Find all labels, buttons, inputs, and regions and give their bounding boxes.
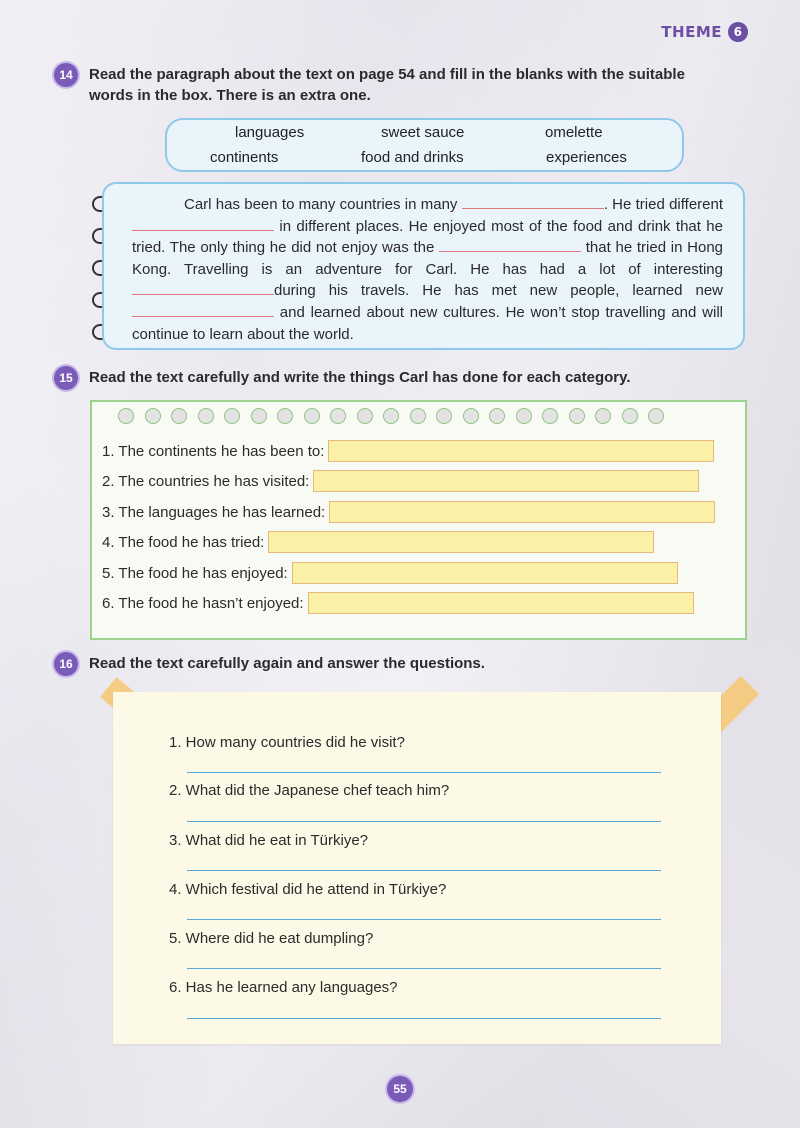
hole-icon — [330, 408, 346, 424]
hole-icon — [224, 408, 240, 424]
category-row — [102, 440, 714, 462]
question-14-instruction — [89, 64, 749, 106]
hole-icon — [277, 408, 293, 424]
hole-icon — [145, 408, 161, 424]
word-box-item: continents — [210, 149, 279, 166]
word-box-item: languages — [235, 124, 305, 141]
question-14-instruction-line2: words in the box. There is an extra one. — [89, 87, 371, 104]
hole-icon — [595, 408, 611, 424]
paragraph-text: that he tried in Hong Kong. Travelling is an adventure for Carl. He has had a lot of interesting — [132, 239, 724, 278]
category-answer-box[interactable] — [292, 562, 678, 584]
hole-icon — [251, 408, 267, 424]
hole-icon — [410, 408, 426, 424]
question-15-badge: 15 — [54, 366, 78, 390]
category-label: 4. The food he has tried: — [102, 533, 265, 551]
hole-icon — [622, 408, 638, 424]
category-row — [102, 501, 715, 523]
answer-line[interactable] — [187, 1018, 661, 1019]
paragraph-box — [102, 182, 745, 350]
word-box-item: omelette — [545, 124, 603, 141]
answer-line[interactable] — [187, 821, 661, 822]
theme-number-badge: 6 — [728, 22, 748, 42]
hole-icon — [118, 408, 134, 424]
hole-icon — [304, 408, 320, 424]
category-answer-box[interactable] — [329, 501, 715, 523]
paragraph-text: during his travels. He has met new people, learned new — [274, 282, 723, 300]
blank-4-input[interactable] — [132, 280, 274, 295]
blank-5-input[interactable] — [132, 302, 274, 317]
answer-line[interactable] — [187, 919, 661, 920]
paragraph-text: Carl has been to many countries in many — [184, 196, 458, 213]
category-label: 1. The continents he has been to: — [102, 442, 325, 460]
word-box-item: sweet sauce — [381, 124, 465, 141]
hole-icon — [383, 408, 399, 424]
category-answer-box[interactable] — [328, 440, 714, 462]
hole-icon — [569, 408, 585, 424]
category-label: 2. The countries he has visited: — [102, 472, 310, 490]
question-text: 1. How many countries did he visit? — [169, 734, 405, 751]
category-label: 3. The languages he has learned: — [102, 503, 326, 521]
theme-label-text: THEME — [661, 23, 722, 41]
category-card — [90, 400, 747, 640]
question-14-instruction-line1: Read the paragraph about the text on page 54 and fill in the blanks with the suitable — [89, 66, 685, 83]
question-text: 3. What did he eat in Türkiye? — [169, 832, 368, 849]
category-row — [102, 562, 678, 584]
hole-icon — [171, 408, 187, 424]
answer-line[interactable] — [187, 968, 661, 969]
question-text: 4. Which festival did he attend in Türkiye? — [169, 881, 447, 898]
hole-icon — [542, 408, 558, 424]
category-answer-box[interactable] — [308, 592, 694, 614]
blank-3-input[interactable] — [439, 237, 581, 252]
category-row — [102, 470, 699, 492]
word-box — [165, 118, 684, 172]
hole-icon — [436, 408, 452, 424]
paragraph-text: . He tried different — [603, 196, 724, 213]
category-label: 6. The food he hasn’t enjoyed: — [102, 594, 304, 612]
paragraph-text: in different places. He enjoyed most of the food and drink that he tried. The only thing he did not enjoy was the — [132, 217, 723, 257]
hole-icon — [516, 408, 532, 424]
notebook-holes — [118, 408, 664, 424]
category-answer-box[interactable] — [268, 531, 654, 553]
question-16-badge: 16 — [54, 652, 78, 676]
category-row — [102, 531, 654, 553]
page-number: 55 — [387, 1076, 413, 1102]
hole-icon — [648, 408, 664, 424]
blank-2-input[interactable] — [132, 216, 274, 231]
question-16-instruction: Read the text carefully again and answer the questions. — [89, 655, 485, 672]
question-14-badge: 14 — [54, 63, 78, 87]
word-box-item: experiences — [546, 149, 627, 166]
question-text: 6. Has he learned any languages? — [169, 979, 398, 996]
question-text: 2. What did the Japanese chef teach him? — [169, 782, 450, 799]
blank-1-input[interactable] — [462, 194, 604, 209]
word-box-item: food and drinks — [361, 149, 464, 166]
answer-line[interactable] — [187, 870, 661, 871]
answer-line[interactable] — [187, 772, 661, 773]
category-label: 5. The food he has enjoyed: — [102, 564, 288, 582]
category-row — [102, 592, 694, 614]
hole-icon — [357, 408, 373, 424]
hole-icon — [489, 408, 505, 424]
question-15-instruction: Read the text carefully and write the things Carl has done for each category. — [89, 369, 631, 386]
question-text: 5. Where did he eat dumpling? — [169, 930, 374, 947]
hole-icon — [198, 408, 214, 424]
theme-label — [661, 22, 748, 42]
questions-card — [113, 692, 721, 1044]
category-answer-box[interactable] — [313, 470, 699, 492]
paragraph-text: and learned about new cultures. He won’t stop travelling and will continue to learn about the world. — [132, 303, 723, 343]
hole-icon — [463, 408, 479, 424]
